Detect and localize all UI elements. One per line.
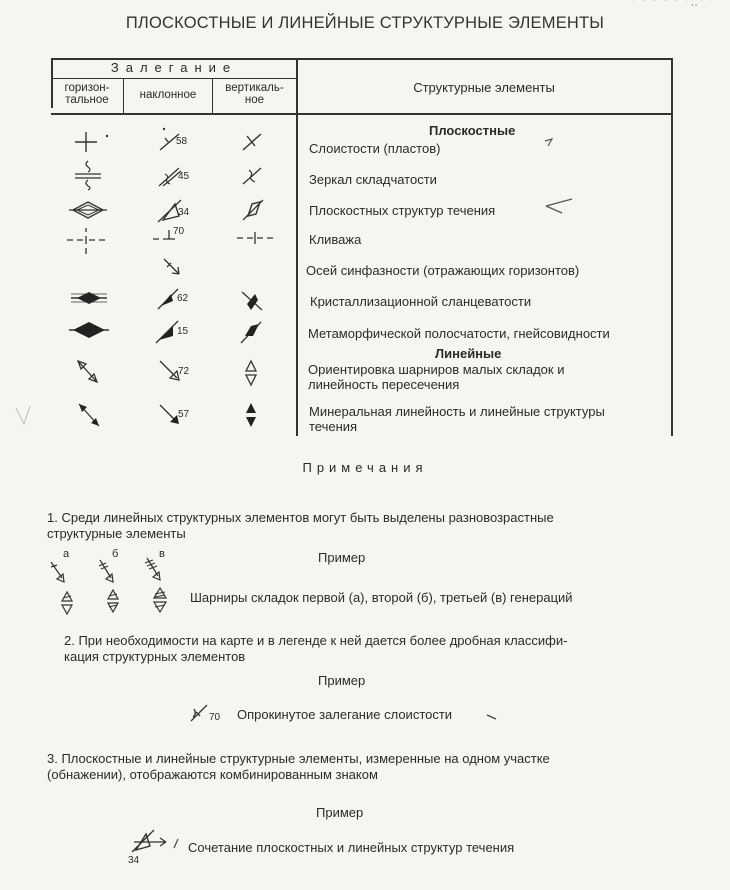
flow-tick-mark — [544, 138, 556, 148]
combined-dip-value: 34 — [128, 855, 140, 866]
margin-scribble — [14, 404, 34, 428]
note-1-text: 1. Среди линейных структурных элементов могут быть выделены разновозрастные структурные элементы — [47, 510, 554, 541]
header-col-vertical: вертикаль- ное — [225, 82, 284, 106]
cleavage-horizontal-icon — [65, 226, 111, 258]
row-label-cleavage: Кливажа — [309, 232, 362, 247]
banding-dip-value: 15 — [177, 326, 189, 337]
row-label-flow-planar: Плоскостных структур течения — [309, 203, 496, 218]
fold-hinge-vertical-icon — [243, 358, 259, 388]
note-1-caption: Шарниры складок первой (а), второй (б), третьей (в) генераций — [190, 590, 573, 605]
row-label-mineral-lineation: Минеральная линейность и линейные структуры течения — [309, 404, 605, 434]
row-label-slickensides: Зеркал складчатости — [309, 172, 437, 187]
banding-horizontal-icon — [67, 318, 111, 342]
bedding-dip-value: 58 — [176, 136, 188, 147]
section-linear: Линейные — [435, 346, 502, 361]
flow-planar-vertical-icon — [239, 196, 267, 224]
schistosity-horizontal-icon — [69, 288, 109, 308]
fold-hinge-plunge-value: 72 — [178, 366, 190, 377]
slickenside-dip-value: 45 — [178, 171, 190, 182]
slickenside-horizontal-icon — [71, 158, 105, 192]
mineral-lineation-vertical-icon — [243, 400, 259, 430]
note-2-text: 2. При необходимости на карте и в легенде к ней дается более дробная классифи- кация структурных элементов — [64, 633, 568, 664]
header-group: Залегание — [110, 60, 238, 75]
row-label-reflectors: Осей синфазности (отражающих горизонтов) — [306, 263, 580, 278]
hinge-gen2-vertical-icon — [104, 588, 122, 614]
section-planar: Плоскостные — [429, 123, 516, 138]
bedding-horizontal-icon — [71, 128, 111, 156]
hinge-gen1-inclined-icon — [48, 560, 68, 586]
letter-b: б — [112, 548, 119, 560]
combined-flow-icon — [128, 824, 170, 856]
example-2-label: Пример — [318, 673, 366, 688]
schistosity-dip-value: 62 — [177, 293, 189, 304]
page-title: ПЛОСКОСТНЫЕ И ЛИНЕЙНЫЕ СТРУКТУРНЫЕ ЭЛЕМЕНТЫ — [125, 14, 605, 32]
hinge-gen3-inclined-icon — [143, 556, 165, 584]
notes-title: Примечания — [302, 460, 428, 475]
flow-planar-horizontal-icon — [67, 198, 109, 222]
row-label-bedding: Слоистости (пластов) — [309, 141, 441, 156]
header-bottom-line — [51, 113, 672, 115]
overturned-bedding-icon — [188, 702, 210, 724]
row-label-schistosity: Кристаллизационной сланцеватости — [310, 294, 532, 309]
example-1-label: Пример — [318, 550, 366, 565]
page-corner-mark: ⌒⌒⌒⌒⌒ ·· ⌒ — [632, 0, 712, 11]
table-divider — [296, 58, 298, 436]
header-group-line — [51, 78, 297, 79]
note-2-caption: Опрокинутое залегание слоистости — [237, 707, 453, 722]
table-right-border — [671, 58, 673, 436]
letter-v: в — [159, 548, 165, 560]
caption-tick-mark — [486, 713, 498, 721]
header-col-horizontal: горизон- тальное — [64, 82, 110, 106]
mineral-lineation-plunge-value: 57 — [178, 409, 190, 420]
header-col-inclined: наклонное — [139, 89, 197, 101]
letter-a: а — [63, 548, 70, 560]
row-label-banding: Метаморфической полосчатости, гнейсовидности — [308, 326, 610, 341]
hinge-gen3-vertical-icon — [150, 586, 170, 614]
reflector-inclined-icon — [161, 256, 185, 280]
cleavage-vertical-icon — [235, 230, 275, 246]
cleavage-dip-value: 70 — [173, 226, 185, 237]
header-col-elements: Структурные элементы — [413, 80, 555, 95]
row-label-fold-hinges: Ориентировка шарниров малых складок и линейность пересечения — [308, 362, 565, 392]
flow-arrow-mark — [544, 196, 574, 216]
slickenside-vertical-icon — [239, 162, 267, 190]
hinge-gen1-vertical-icon — [58, 590, 76, 616]
note-3-text: 3. Плоскостные и линейные структурные элементы, измеренные на одном участке (обнажении), отображаются комбинированным знаком — [47, 751, 550, 782]
hinge-gen2-inclined-icon — [96, 558, 118, 586]
mineral-lineation-horizontal-icon — [75, 400, 105, 432]
fold-hinge-horizontal-icon — [75, 358, 103, 388]
banding-vertical-icon — [237, 318, 265, 346]
example-3-label: Пример — [316, 805, 364, 820]
cleavage-inclined-icon — [151, 226, 191, 248]
flow-planar-dip-value: 34 — [178, 207, 190, 218]
legend-table — [51, 58, 672, 436]
note-3-caption: Сочетание плоскостных и линейных структур течения — [188, 840, 515, 855]
combined-tick-mark — [172, 838, 180, 850]
overturned-dip-value: 70 — [209, 712, 221, 723]
schistosity-vertical-icon — [239, 288, 265, 314]
bedding-vertical-icon — [239, 128, 267, 156]
